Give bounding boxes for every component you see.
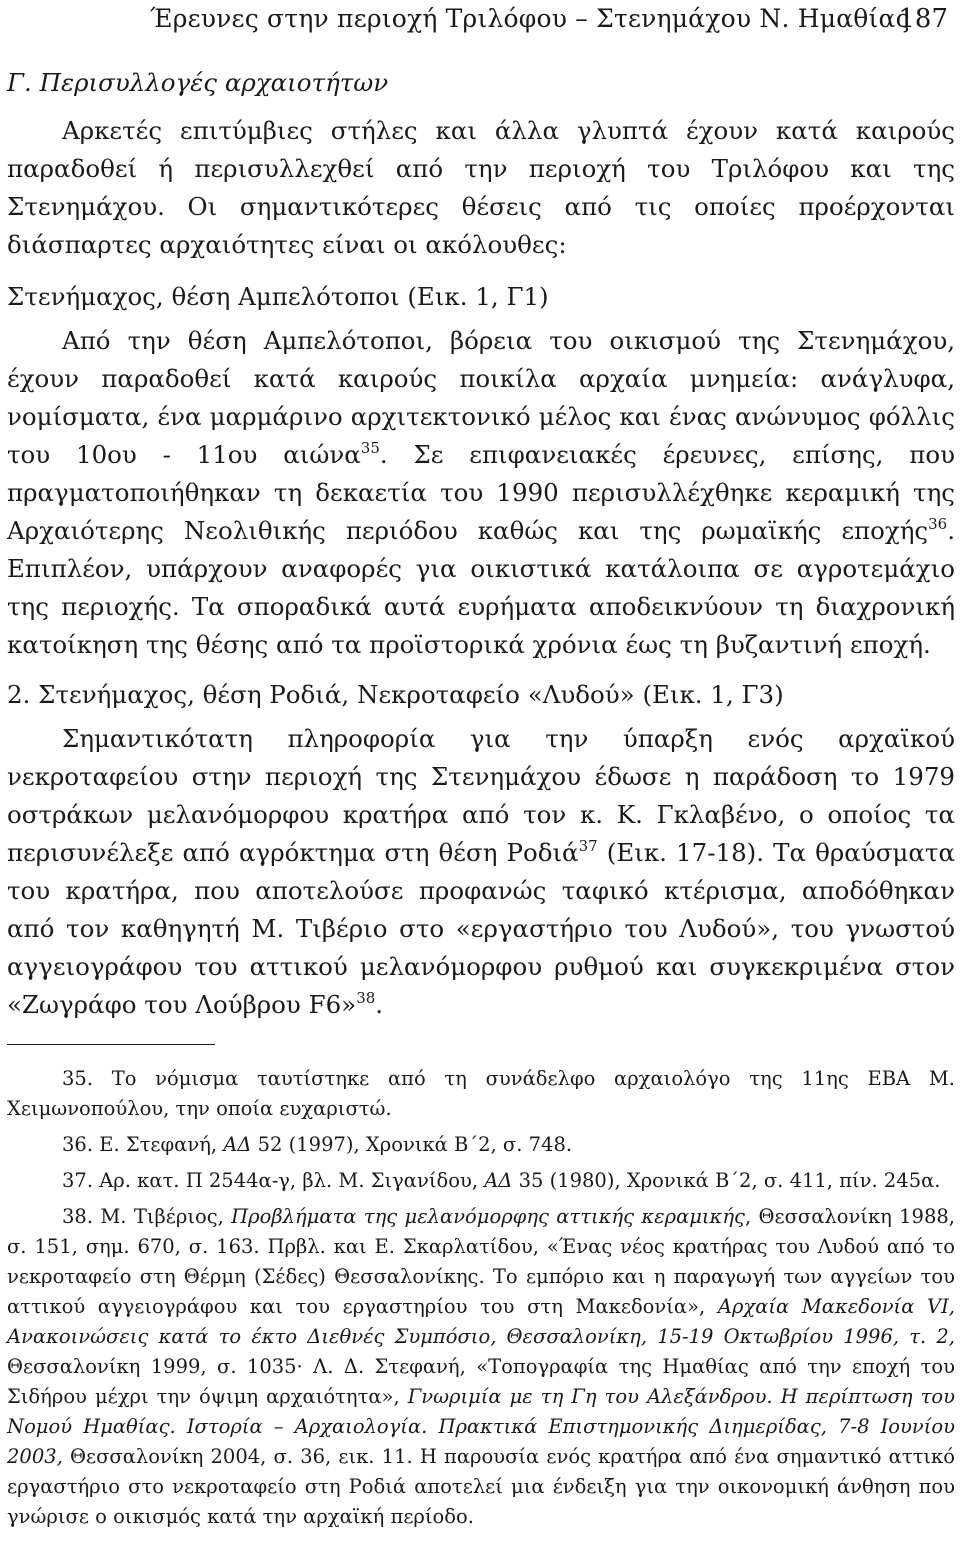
site1-paragraph — [7, 322, 955, 664]
site1-subheading: Στενήμαχος, θέση Αμπελότοποι (Εικ. 1, Γ1) — [7, 282, 549, 311]
footnote-separator — [7, 1044, 215, 1045]
running-title: Έρευνες στην περιοχή Τριλόφου – Στενημάχου Ν. Ημαθίας — [150, 4, 910, 33]
footnote-37 — [7, 1166, 955, 1196]
footnote-38-book-title: Προβλήματα της μελανόμορφης αττικής κεραμικής — [231, 1205, 745, 1228]
site1-text-3: . Επιπλέον, υπάρχουν αναφορές για οικιστικά κατάλοιπα σε αγροτεμάχιο της περιοχής. Τα σποραδικά αυτά ευρήματα αποδεικνύουν τη διαχρονική κατοίκηση της θέσης από τα προϊστορικά χρόνια έως τη βυζαντινή εποχή. — [7, 516, 955, 659]
footnote-ref-38: 38 — [356, 989, 376, 1007]
footnote-37-text-2: 35 (1980), Χρονικά Β΄2, σ. 411, πίν. 245α. — [512, 1169, 941, 1192]
footnote-36-text: 36. Ε. Στεφανή, — [62, 1133, 224, 1156]
footnote-38-text-3: Θεσσαλονίκη 1999, σ. 1035· Λ. Δ. Στεφανή, «Τοπογραφία της Ημαθίας από την εποχή του Σιδήρου μέχρι την όψιμη αρχαιότητα», — [7, 1355, 955, 1408]
footnote-ref-35: 35 — [360, 439, 380, 457]
site2-text-1: Σημαντικότατη πληροφορία για την ύπαρξη ενός αρχαϊκού νεκροταφείου στην περιοχή της Στενημάχου έδωσε η παράδοση το 1979 οστράκων μελανόμορφου κρατήρα από τον κ. Κ. Γκλαβένο, ο οποίος τα περισυνέλεξε από αγρόκτημα στη θέση Ροδιά — [7, 724, 955, 867]
site1-text-2: . Σε επιφανειακές έρευνες, επίσης, που πραγματοποιήθηκαν τη δεκαετία του 1990 περισυλλέχθηκε κεραμική της Αρχαιότερης Νεολιθικής περιόδου καθώς και της ρωμαϊκής εποχής — [7, 440, 955, 545]
site1-text-1: Από την θέση Αμπελότοποι, βόρεια του οικισμού της Στενημάχου, έχουν παραδοθεί κατά καιρούς ποικίλα αρχαία μνημεία: ανάγλυφα, νομίσματα, ένα μαρμάρινο αρχιτεκτονικό μέλος και ένας ανώνυμος φόλλις του 10ου - 11ου αιώνα — [7, 326, 955, 469]
page-number: 187 — [898, 4, 948, 34]
running-header — [0, 4, 960, 36]
section-heading: Γ. Περισυλλογές αρχαιοτήτων — [7, 68, 389, 97]
footnote-38-conference-title: Γνωριμία με τη Γη του Αλεξάνδρου. Η περίπτωση του Νομού Ημαθίας. Ιστορία – Αρχαιολογία. Πρακτικά Επιστημονικής Διημερίδας, 7-8 Ιουνίου 2003, — [7, 1385, 955, 1468]
footnote-37-text: 37. Αρ. κατ. Π 2544α-γ, βλ. Μ. Σιγανίδου, — [62, 1169, 485, 1192]
footnote-36-journal: ΑΔ — [223, 1133, 252, 1156]
site2-subheading: 2. Στενήμαχος, θέση Ροδιά, Νεκροταφείο «Λυδού» (Εικ. 1, Γ3) — [7, 680, 784, 709]
main-text — [7, 64, 955, 1024]
footnote-38-text-2: , Θεσσαλονίκη 1988, σ. 151, σημ. 670, σ. 163. Πρβλ. και Ε. Σκαρλατίδου, «Ένας νέος κρατήρας του Λυδού από το νεκροταφείο στη Θέρμη (Σέδες) Θεσσαλονίκης. Το εμπόριο και η παραγωγή των αγγείων του αττικού αγγειογράφου και του εργαστηρίου του στη Μακεδονία», — [7, 1205, 955, 1318]
intro-paragraph: Αρκετές επιτύμβιες στήλες και άλλα γλυπτά έχουν κατά καιρούς παραδοθεί ή περισυλλεχθεί από την περιοχή του Τριλόφου και της Στενημάχου. Οι σημαντικότερες θέσεις από τις οποίες προέρχονται διάσπαρτες αρχαιότητες είναι οι ακόλουθες: — [7, 116, 955, 259]
footnote-38-text: 38. Μ. Τιβέριος, — [62, 1205, 232, 1228]
site2-text-2: (Εικ. 17-18). Τα θραύσματα του κρατήρα, που αποτελούσε προφανώς ταφικό κτέρισμα, αποδόθηκαν από τον καθηγητή Μ. Τιβέριο στο «εργαστήριο του Λυδού», του γνωστού αγγειογράφου του αττικού μελανόμορφου ρυθμού και συγκεκριμένα στον «Ζωγράφο του Λούβρου F6» — [7, 838, 955, 1019]
footnote-38-text-4: Θεσσαλονίκη 2004, σ. 36, εικ. 11. Η παρουσία ενός κρατήρα από ένα σημαντικό αττικό εργαστήριο στο νεκροταφείο στη Ροδιά αποτελεί μια ένδειξη για την οικονομική άνθηση που γνώρισε ο οικισμός κατά την αρχαϊκή περίοδο. — [7, 1445, 955, 1528]
footnote-38-proceedings-title: Αρχαία Μακεδονία VI, Ανακοινώσεις κατά το έκτο Διεθνές Συμπόσιο, Θεσσαλονίκη, 15-19 Οκτωβρίου 1996, τ. 2, — [7, 1295, 955, 1348]
footnote-37-journal: ΑΔ — [484, 1169, 513, 1192]
site2-text-3: . — [375, 990, 384, 1019]
footnote-36-text-2: 52 (1997), Χρονικά Β΄2, σ. 748. — [251, 1133, 573, 1156]
footnote-ref-37: 37 — [578, 837, 598, 855]
footnotes — [7, 1064, 955, 1532]
footnote-35: 35. Το νόμισμα ταυτίστηκε από τη συνάδελφο αρχαιολόγο της 11ης ΕΒΑ Μ. Χειμωνοπούλου, την οποία ευχαριστώ. — [7, 1067, 955, 1120]
footnote-36 — [7, 1130, 955, 1160]
site2-paragraph — [7, 720, 955, 1024]
footnote-38 — [7, 1202, 955, 1532]
footnote-ref-36: 36 — [928, 515, 948, 533]
